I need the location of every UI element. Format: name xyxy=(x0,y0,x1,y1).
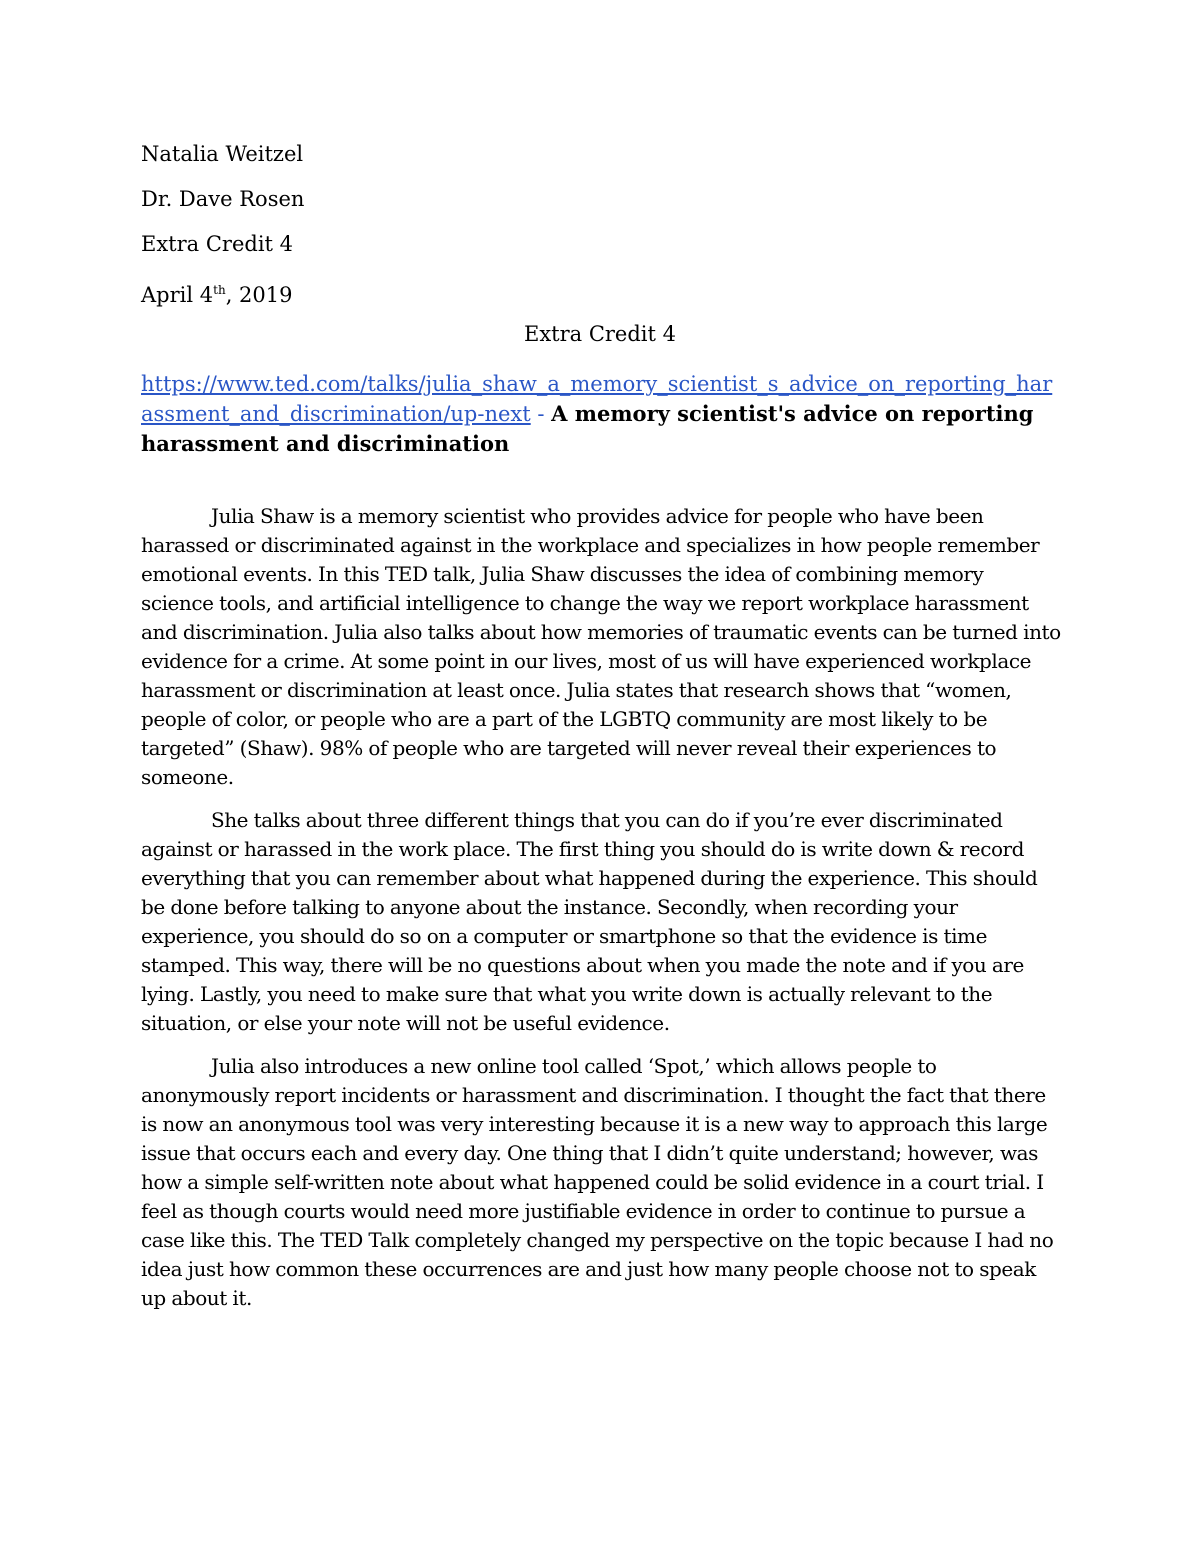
body-paragraph-3: Julia also introduces a new online tool called ‘Spot,’ which allows people to anonymously report incidents or harassment and discrimination. I thought the fact that there is now an anonymous tool was very interesting because it is a new way to approach this large issue that occurs each and every day. One thing that I didn’t quite understand; however, was how a simple self-written note about what happened could be solid evidence in a court trial. I feel as though courts would need more justifiable evidence in order to continue to pursue a case like this. The TED Talk completely changed my perspective on the topic because I had no idea just how common these occurrences are and just how many people choose not to speak up about it. xyxy=(141,1054,1054,1310)
body-paragraph-1: Julia Shaw is a memory scientist who provides advice for people who have been harassed or discriminated against in the workplace and specializes in how people remember emotional events. In this TED talk, Julia Shaw discusses the idea of combining memory science tools, and artificial intelligence to change the way we report workplace harassment and discrimination. Julia also talks about how memories of traumatic events can be turned into evidence for a crime. At some point in our lives, most of us will have experienced workplace harassment or discrimination at least once. Julia states that research shows that “women, people of color, or people who are a part of the LGBTQ community are most likely to be targeted” (Shaw). 98% of people who are targeted will never reveal their experiences to someone. xyxy=(141,504,1061,789)
reference-separator: - xyxy=(530,402,552,426)
talk-title: A memory scientist's advice on reporting harassment and discrimination xyxy=(141,401,1034,456)
date-suffix: , 2019 xyxy=(225,283,293,307)
instructor-name: Dr. Dave Rosen xyxy=(141,187,305,211)
body-paragraph-2: She talks about three different things that you can do if you’re ever discriminated against or harassed in the work place. The first thing you should do is write down & record everything that you can remember about what happened during the experience. This should be done before talking to anyone about the instance. Secondly, when recording your experience, you should do so on a computer or smartphone so that the evidence is time stamped. This way, there will be no questions about when you made the note and if you are lying. Lastly, you need to make sure that what you write down is actually relevant to the situation, or else your note will not be useful evidence. xyxy=(141,808,1038,1035)
document-date xyxy=(141,276,292,309)
reference-link[interactable]: https://www.ted.com/talks/julia_shaw_a_memory_scientist_s_advice_on_reporting_harassment_and_discrimination/up-next xyxy=(141,372,1053,426)
date-prefix: April 4 xyxy=(141,283,214,307)
date-ordinal: th xyxy=(213,283,226,297)
reference xyxy=(141,370,1061,459)
page-title: Extra Credit 4 xyxy=(523,322,676,346)
assignment-name: Extra Credit 4 xyxy=(141,232,294,256)
author-name: Natalia Weitzel xyxy=(141,142,304,166)
